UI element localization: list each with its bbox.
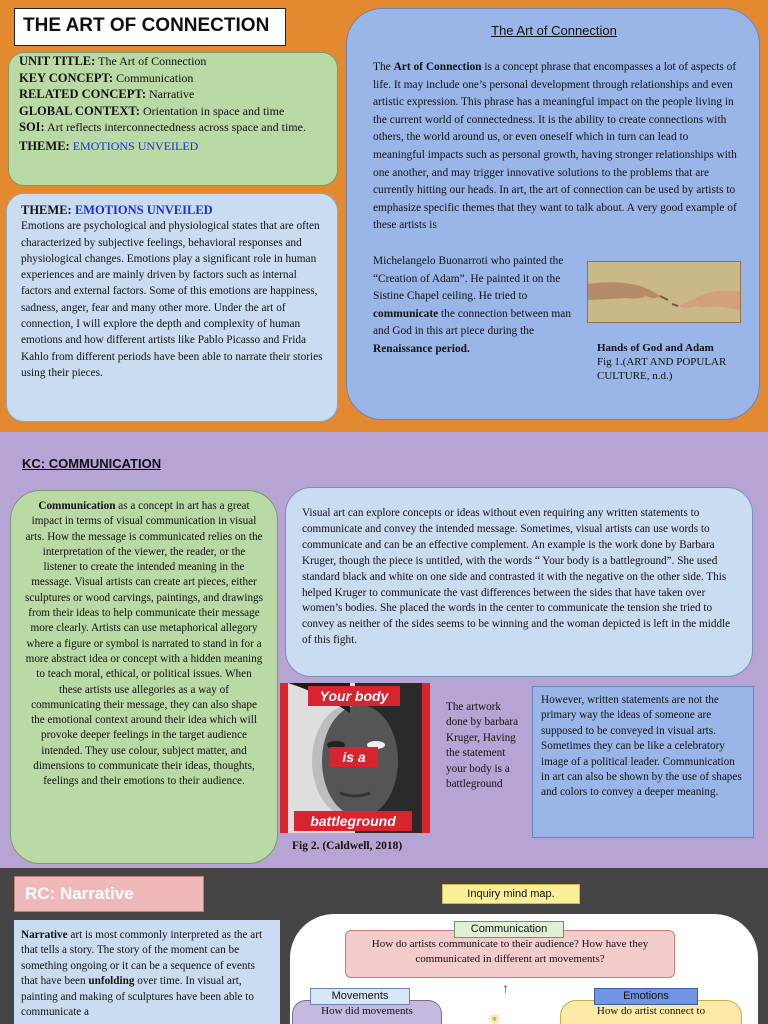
kruger-side-note: The artwork done by barbara Kruger, Having the statement your body is a battleground [446, 701, 519, 791]
soi-label: SOI: [19, 120, 45, 134]
section-narrative [0, 868, 768, 1024]
section-communication [0, 432, 768, 868]
theme-box-value: EMOTIONS UNVEILED [74, 203, 213, 217]
creation-of-adam-caption: Hands of God and Adam Fig 1.(ART AND POPULAR CULTURE, n.d.) [597, 342, 727, 382]
soi-value: Art reflects interconnectedness across space and time. [47, 120, 306, 134]
theme-label: THEME: [19, 138, 70, 153]
section-art-of-connection [0, 0, 768, 432]
key-concept-value: Communication [116, 70, 194, 85]
michelangelo-paragraph: Michelangelo Buonarroti who painted the “Creation of Adam”. He painted it on the Sistine Chapel ceiling. He tried to communicate the connection between man and God in this art piece during the Renaissance period. [373, 255, 572, 355]
unit-title-value: The Art of Connection [98, 54, 207, 68]
movements-node-label: Movements [310, 988, 410, 1005]
theme-value: EMOTIONS UNVEILED [72, 138, 199, 153]
creation-of-adam-image [587, 261, 741, 323]
communication-question: How do artists communicate to their audience? How have they communicated in different art movements? [345, 930, 675, 978]
kruger-word-2: is a [342, 749, 366, 765]
unit-info-box [8, 52, 338, 186]
related-concept-value: Narrative [148, 87, 195, 101]
rc-narrative-title: RC: Narrative [14, 876, 204, 912]
kruger-caption: Fig 2. (Caldwell, 2018) [292, 840, 403, 852]
narrative-text-box: Narrative art is most commonly interpreted as the art that tells a story. The story of the moment can be something ongoing or it can be a sequence of events that have been unfolding over time. In visual art, painting and making of sculptures have been able to communicate a [14, 920, 280, 1024]
art-of-connection-paragraph: The Art of Connection is a concept phrase that encompasses a lot of aspects of life. It may include one’s personal development through relationships and even artistic expression. This phrase has a meaningful impact on the people living in the current world of connectedness. It is the ability to create connections with others, the world around us, or even oneself which in turn can lead to meaningful impacts such as personal growth, having stronger relationships with one another, and may trigger innovative solutions to the problems that are currently hitting our heads. In art, the art of connection can be used by artists to emphasize specific themes that they want to talk about. A very good example of these artists is [373, 61, 737, 232]
theme-box-label: THEME: [21, 203, 72, 217]
page-title: THE ART OF CONNECTION [14, 8, 286, 46]
key-concept-label: KEY CONCEPT: [19, 70, 114, 85]
related-concept-label: RELATED CONCEPT: [19, 87, 146, 101]
unit-title-label: UNIT TITLE: [19, 54, 96, 68]
inquiry-mind-map-title: Inquiry mind map. [442, 884, 580, 904]
emotions-question: How do artist connect to [560, 1000, 742, 1024]
movements-question: How did movements [292, 1000, 442, 1024]
sun-icon: ☀ [488, 1013, 501, 1024]
kruger-text-box: Visual art can explore concepts or ideas without even requiring any written statements to communicate and convey the intended message. Sometimes, visual artists can use words to communicate and can be an effective complement. An example is the work done by Barbara Kruger, though the piece is untitled, with the words “ Your body is a battleground”. She used standard black and white on one side and contrasted it with the negative on the other side. This helped Kruger to communicate the vast differences between the sides that have taken over women’s bodies. She placed the words in the center to communicate the tension she tried to convey as neither of the sides seems to be winning and the woman depicted is left in the middle of this fight. [285, 487, 753, 677]
emotions-node-label: Emotions [594, 988, 698, 1005]
art-of-connection-box [346, 8, 760, 420]
kruger-word-3: battleground [310, 813, 396, 829]
kc-communication-title: KC: COMMUNICATION [22, 456, 162, 471]
arrow-up-icon: ↑ [502, 982, 509, 997]
theme-box [6, 193, 338, 422]
art-of-connection-title: The Art of Connection [491, 23, 617, 38]
global-context-value: Orientation in space and time [142, 103, 285, 118]
written-statements-box: However, written statements are not the primary way the ideas of someone are supposed to be conveyed in visual arts. Sometimes they can be like a celebratory image of a political leader. Communication in art can also be shown by the use of shapes and colors to convey a deeper meaning. [532, 686, 754, 838]
theme-box-body: Emotions are psychological and physiological states that are often characterized by subjective feelings, behavioral responses and physiological changes. Emotions play a significant role in human experiences and are mainly driven by factors such as internal factors and external factors. Some of this emotions are happiness, sadness, anger, fear and many other more. Under the art of connection, I will explore the depth and complexity of human emotions and how different artists like Pablo Picasso and Frida Kahlo from different periods have been able to narrate their stories using their pieces. [21, 220, 323, 379]
kruger-word-1: Your body [319, 688, 389, 704]
communication-concept-box: Communication as a concept in art has a great impact in terms of visual communication in visual arts. How the message is communicated relies on the interpretation of the viewer, the reader, or the listener to create the intended meaning in the message. Visual artists can create art pieces, either sculptures or wood carvings, paintings, and drawings from their ideas to help communicate their message more clearly. Artists can use metaphorical allegory where a figure or symbol is narrated to stand in for a more abstract idea or concept with a hidden meaning to teach moral, ethical, or political issues. When these artists use allegories as a way of communicating their message, they can also shape the emotional context around their idea which will provoke deeper feelings in the target audience intended. They use colour, subject matter, and dimensions to communicate their ideas, thoughts, feelings and their emotions to their audience. [10, 490, 278, 864]
communication-node-label: Communication [454, 921, 564, 938]
global-context-label: GLOBAL CONTEXT: [19, 103, 140, 118]
kruger-artwork-image [280, 683, 430, 833]
